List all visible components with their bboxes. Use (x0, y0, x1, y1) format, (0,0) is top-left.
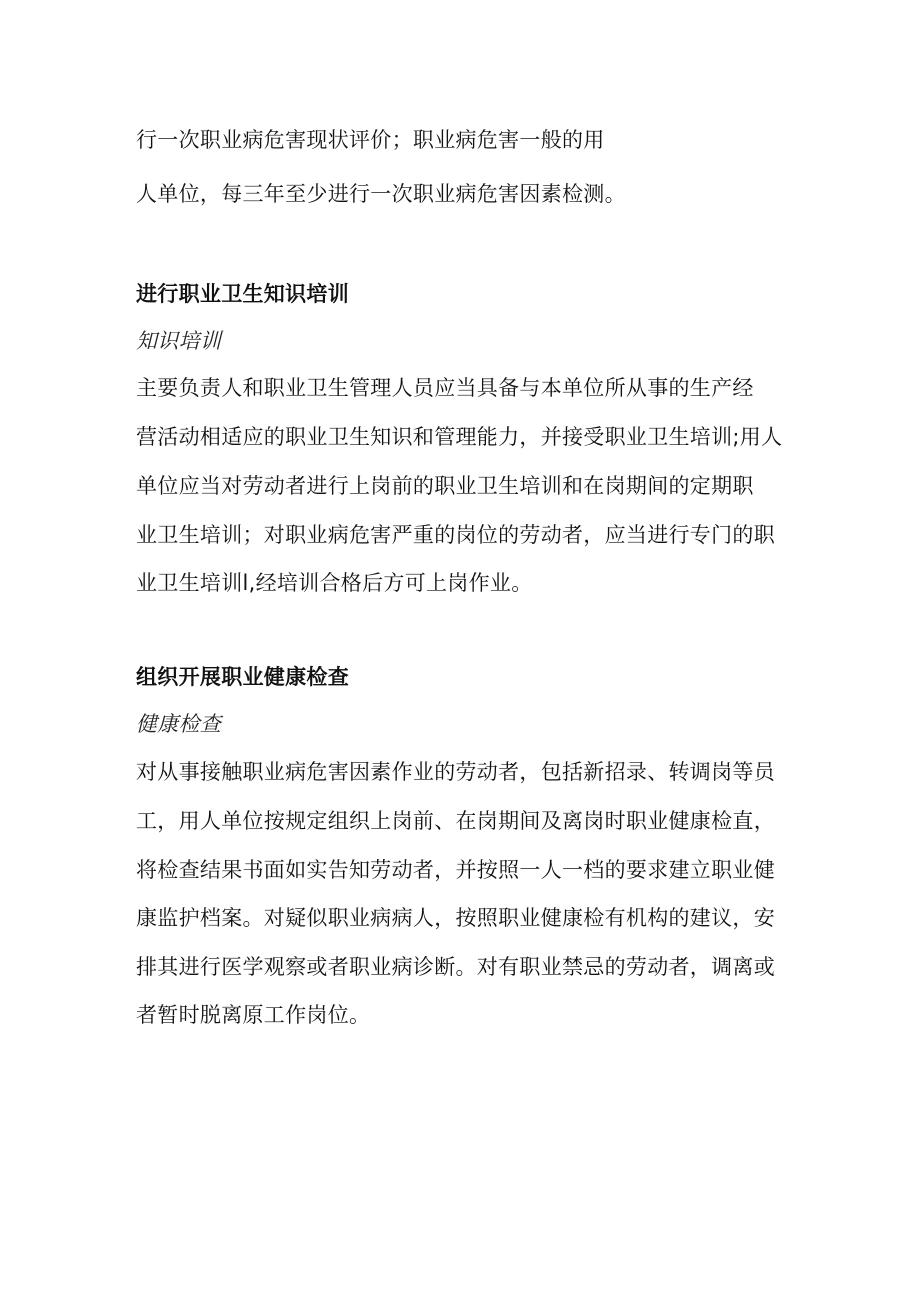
intro-line-1: 行一次职业病危害现状评价；职业病危害一般的用 (136, 128, 605, 152)
section-heading-health: 组织开展职业健康检查 (136, 665, 349, 689)
training-line-3: 单位应当对劳动者进行上岗前的职业卫生培训和在岗期间的定期职 (136, 474, 754, 498)
training-line-5: 业卫生培训l,经培训合格后方可上岗作业。 (136, 571, 533, 595)
section-subheading-training: 知识培训 (136, 329, 222, 353)
health-line-2: 工，用人单位按规定组织上岗前、在岗期间及离岗时职业健康检直， (136, 809, 775, 833)
health-line-5: 排其进行医学观察或者职业病诊断。对有职业禁忌的劳动者，调离或 (136, 955, 775, 979)
training-line-2: 营活动相适应的职业卫生知识和管理能力，并接受职业卫生培训;用人 (136, 425, 783, 449)
training-line-1: 主要负责人和职业卫生管理人员应当具备与本单位所从事的生产经 (136, 376, 754, 400)
health-line-6: 者暂时脱离原工作岗位。 (136, 1003, 371, 1027)
health-line-1: 对从事接触职业病危害因素作业的劳动者，包括新招录、转调岗等员 (136, 760, 775, 784)
intro-line-2: 人单位，每三年至少进行一次职业病危害因素检测。 (136, 182, 626, 206)
health-line-4: 康监护档案。对疑似职业病病人，按照职业健康检有机构的建议，安 (136, 906, 775, 930)
section-subheading-health: 健康检查 (136, 712, 222, 736)
health-line-3: 将检查结果书面如实告知劳动者，并按照一人一档的要求建立职业健 (136, 858, 775, 882)
section-heading-training: 进行职业卫生知识培训 (136, 282, 349, 306)
training-line-4: 业卫生培训；对职业病危害严重的岗位的劳动者，应当进行专门的职 (136, 523, 775, 547)
